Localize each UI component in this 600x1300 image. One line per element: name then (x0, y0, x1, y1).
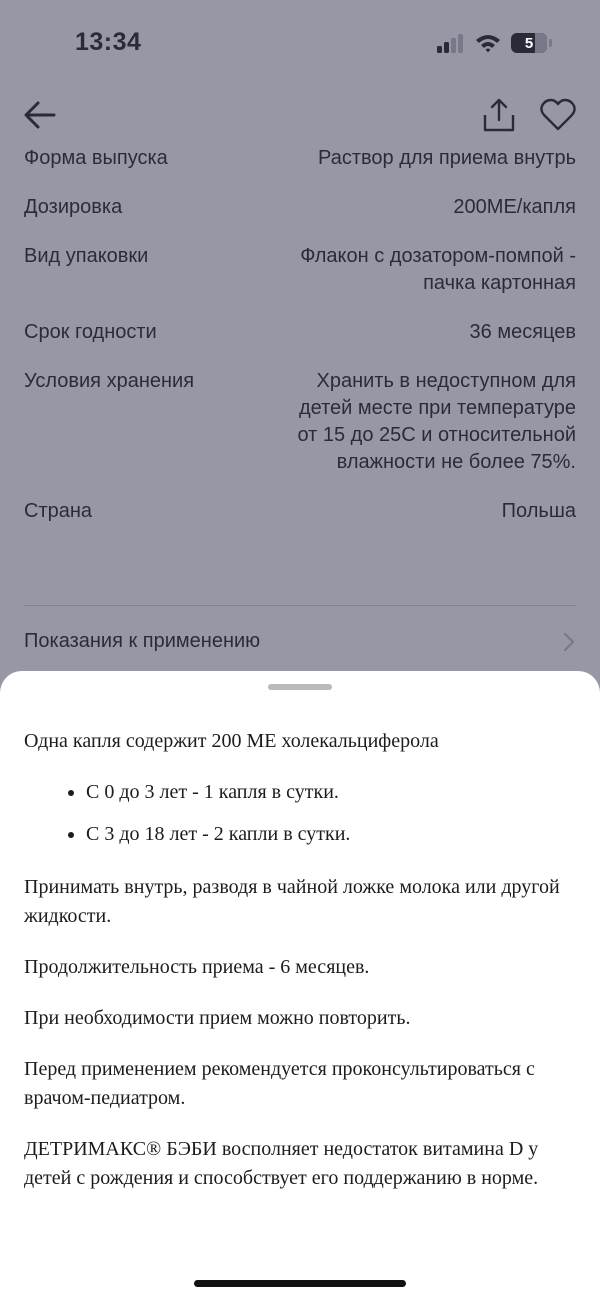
home-indicator (194, 1280, 406, 1287)
sheet-paragraph: Перед применением рекомендуется проконсультироваться с врачом-педиатром. (24, 1058, 535, 1109)
battery-level: 5 (524, 34, 534, 52)
sheet-paragraph: Принимать внутрь, разводя в чайной ложке молока или другой жидкости. (24, 876, 560, 927)
bottom-sheet (0, 671, 600, 1300)
dosage-list (24, 778, 576, 849)
sheet-paragraph: При необходимости прием можно повторить. (24, 1007, 411, 1029)
sheet-intro: Одна капля содержит 200 МЕ холекальциферола (24, 730, 439, 752)
sheet-paragraph: ДЕТРИМАКС® БЭБИ восполняет недостаток витамина D у детей с рождения и способствует его поддержанию в норме. (24, 1138, 539, 1189)
sheet-content (24, 727, 576, 1215)
sheet-grabber[interactable] (268, 684, 332, 690)
sheet-paragraph: Продолжительность приема - 6 месяцев. (24, 956, 370, 978)
list-item: • С 0 до 3 лет - 1 капля в сутки. (86, 778, 576, 807)
list-item: • С 3 до 18 лет - 2 капли в сутки. (86, 820, 576, 849)
